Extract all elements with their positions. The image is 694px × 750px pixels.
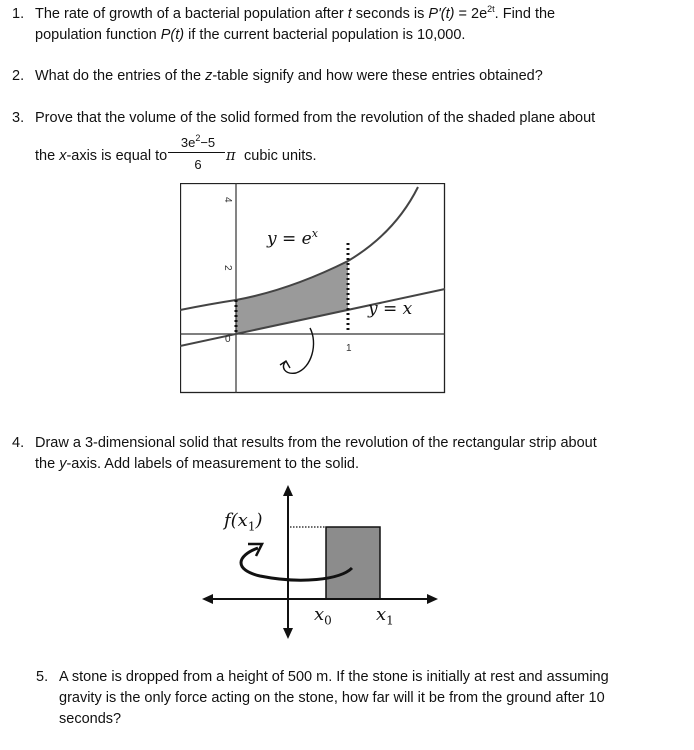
tick-0: 0 bbox=[225, 334, 231, 345]
fraction-denominator: 6 bbox=[194, 157, 202, 172]
question-5-line-2: gravity is the only force acting on the stone, how far will it be from the ground after 10 bbox=[59, 690, 605, 706]
question-2-number: 2. bbox=[12, 68, 25, 84]
fraction-bar bbox=[168, 152, 225, 153]
question-5-line-3: seconds? bbox=[59, 711, 122, 727]
exp-curve-label: $y = e^x$ bbox=[267, 227, 318, 249]
shaded-region-figure bbox=[180, 183, 446, 394]
question-2-text: What do the entries of the z-table signify and how were these entries obtained? bbox=[35, 68, 543, 84]
tick-2: 2 bbox=[222, 265, 233, 271]
rectangular-strip-figure bbox=[200, 482, 440, 642]
question-3-line-1: Prove that the volume of the solid formed from the revolution of the shaded plane about bbox=[35, 110, 596, 126]
fraction-numerator: $3e^2-5$ bbox=[180, 133, 216, 150]
rectangular-strip bbox=[326, 527, 380, 599]
y-axis-up-arrow-icon bbox=[283, 485, 293, 496]
height-label: $f(x_1)$ bbox=[224, 510, 263, 534]
x0-label: $x_0$ bbox=[314, 604, 332, 628]
question-5-number: 5. bbox=[36, 669, 49, 685]
shaded-region-graph bbox=[180, 183, 446, 394]
question-3-line-2-end: cubic units. bbox=[244, 148, 317, 164]
question-5-line-1: A stone is dropped from a height of 500 m. If the stone is initially at rest and assuming bbox=[59, 669, 609, 685]
question-4-line-2: the y-axis. Add labels of measurement to the solid. bbox=[35, 456, 360, 472]
volume-fraction bbox=[168, 132, 228, 172]
identity-line-label: y = x bbox=[368, 299, 413, 319]
x-axis-right-arrow-icon bbox=[427, 594, 438, 604]
question-1-number: 1. bbox=[12, 6, 25, 22]
y-axis-down-arrow-icon bbox=[283, 628, 293, 639]
tick-4: 4 bbox=[222, 197, 233, 203]
question-1-line-2: population function P(t) if the current bacterial population is 10,000. bbox=[35, 27, 466, 43]
question-1-line-1: The rate of growth of a bacterial population after t seconds is $P'(t) = 2e^{2t}$. Find the bbox=[35, 4, 556, 22]
tick-1: 1 bbox=[346, 343, 352, 354]
question-4-line-1: Draw a 3-dimensional solid that results from the revolution of the rectangular strip about bbox=[35, 435, 597, 451]
question-4-number: 4. bbox=[12, 435, 25, 451]
x1-label: $x_1$ bbox=[376, 604, 394, 628]
question-3-number: 3. bbox=[12, 110, 25, 126]
question-3-line-2: the x-axis is equal to bbox=[35, 148, 168, 164]
pi-symbol: π bbox=[226, 148, 236, 164]
x-axis-left-arrow-icon bbox=[202, 594, 213, 604]
